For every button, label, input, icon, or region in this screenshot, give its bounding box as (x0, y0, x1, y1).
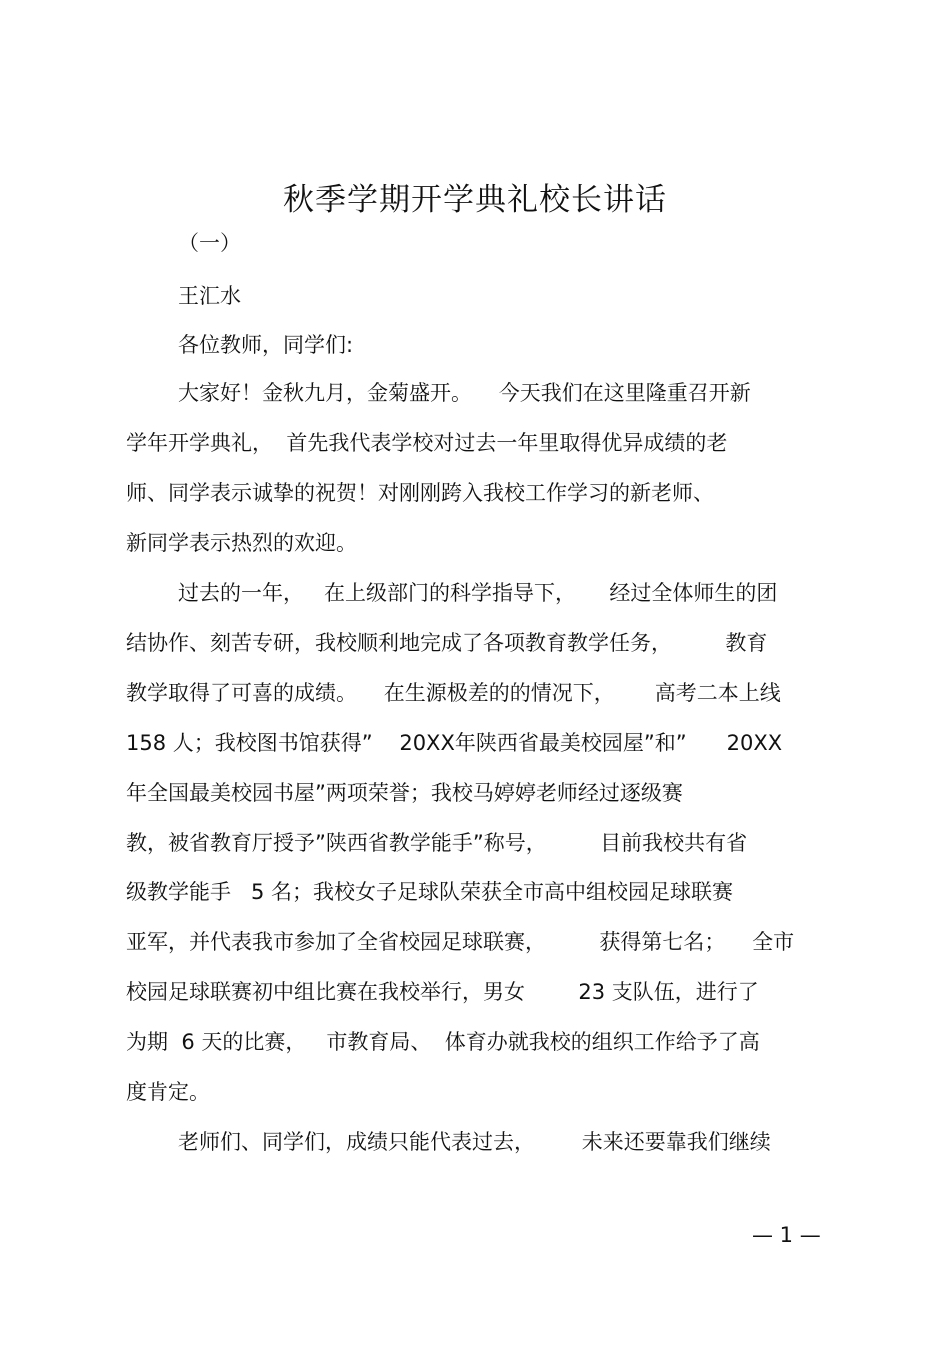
salutation: 各位教师，同学们: (178, 333, 354, 357)
paragraph-line: 大家好！金秋九月，金菊盛开。 今天我们在这里隆重召开新 (178, 381, 751, 405)
author-name: 王汇水 (178, 284, 241, 308)
paragraph-line: 度肯定。 (126, 1080, 210, 1104)
paragraph-line: 老师们、同学们，成绩只能代表过去， 未来还要靠我们继续 (178, 1130, 771, 1154)
paragraph-line: 过去的一年， 在上级部门的科学指导下， 经过全体师生的团 (178, 581, 778, 605)
document-title: 秋季学期开学典礼校长讲话 (283, 182, 667, 218)
paragraph-line: 级教学能手 5 名；我校女子足球队荣获全市高中组校园足球联赛 (126, 880, 734, 904)
paragraph-line: 158 人；我校图书馆获得” 20XX年陕西省最美校园屋”和” 20XX (126, 731, 783, 755)
paragraph-line: 结协作、刻苦专研，我校顺利地完成了各项教育教学任务， 教育 (126, 631, 768, 655)
page-number: — 1 — (752, 1223, 821, 1247)
paragraph-line: 为期 6 天的比赛， 市教育局、 体育办就我校的组织工作给予了高 (126, 1030, 760, 1054)
paragraph-line: 师、同学表示诚挚的祝贺！对刚刚跨入我校工作学习的新老师、 (126, 481, 714, 505)
paragraph-line: 学年开学典礼， 首先我代表学校对过去一年里取得优异成绩的老 (126, 431, 728, 455)
paragraph-line: 校园足球联赛初中组比赛在我校举行，男女 23 支队伍，进行了 (126, 980, 759, 1004)
paragraph-line: 亚军，并代表我市参加了全省校园足球联赛， 获得第七名； 全市 (126, 930, 795, 954)
section-label: （一） (178, 231, 241, 255)
paragraph-line: 教学取得了可喜的成绩。 在生源极差的的情况下， 高考二本上线 (126, 681, 781, 705)
paragraph-line: 年全国最美校园书屋”两项荣誉；我校马婷婷老师经过逐级赛 (126, 781, 683, 805)
paragraph-line: 新同学表示热烈的欢迎。 (126, 531, 357, 555)
paragraph-line: 教，被省教育厅授予”陕西省教学能手”称号， 目前我校共有省 (126, 831, 748, 855)
